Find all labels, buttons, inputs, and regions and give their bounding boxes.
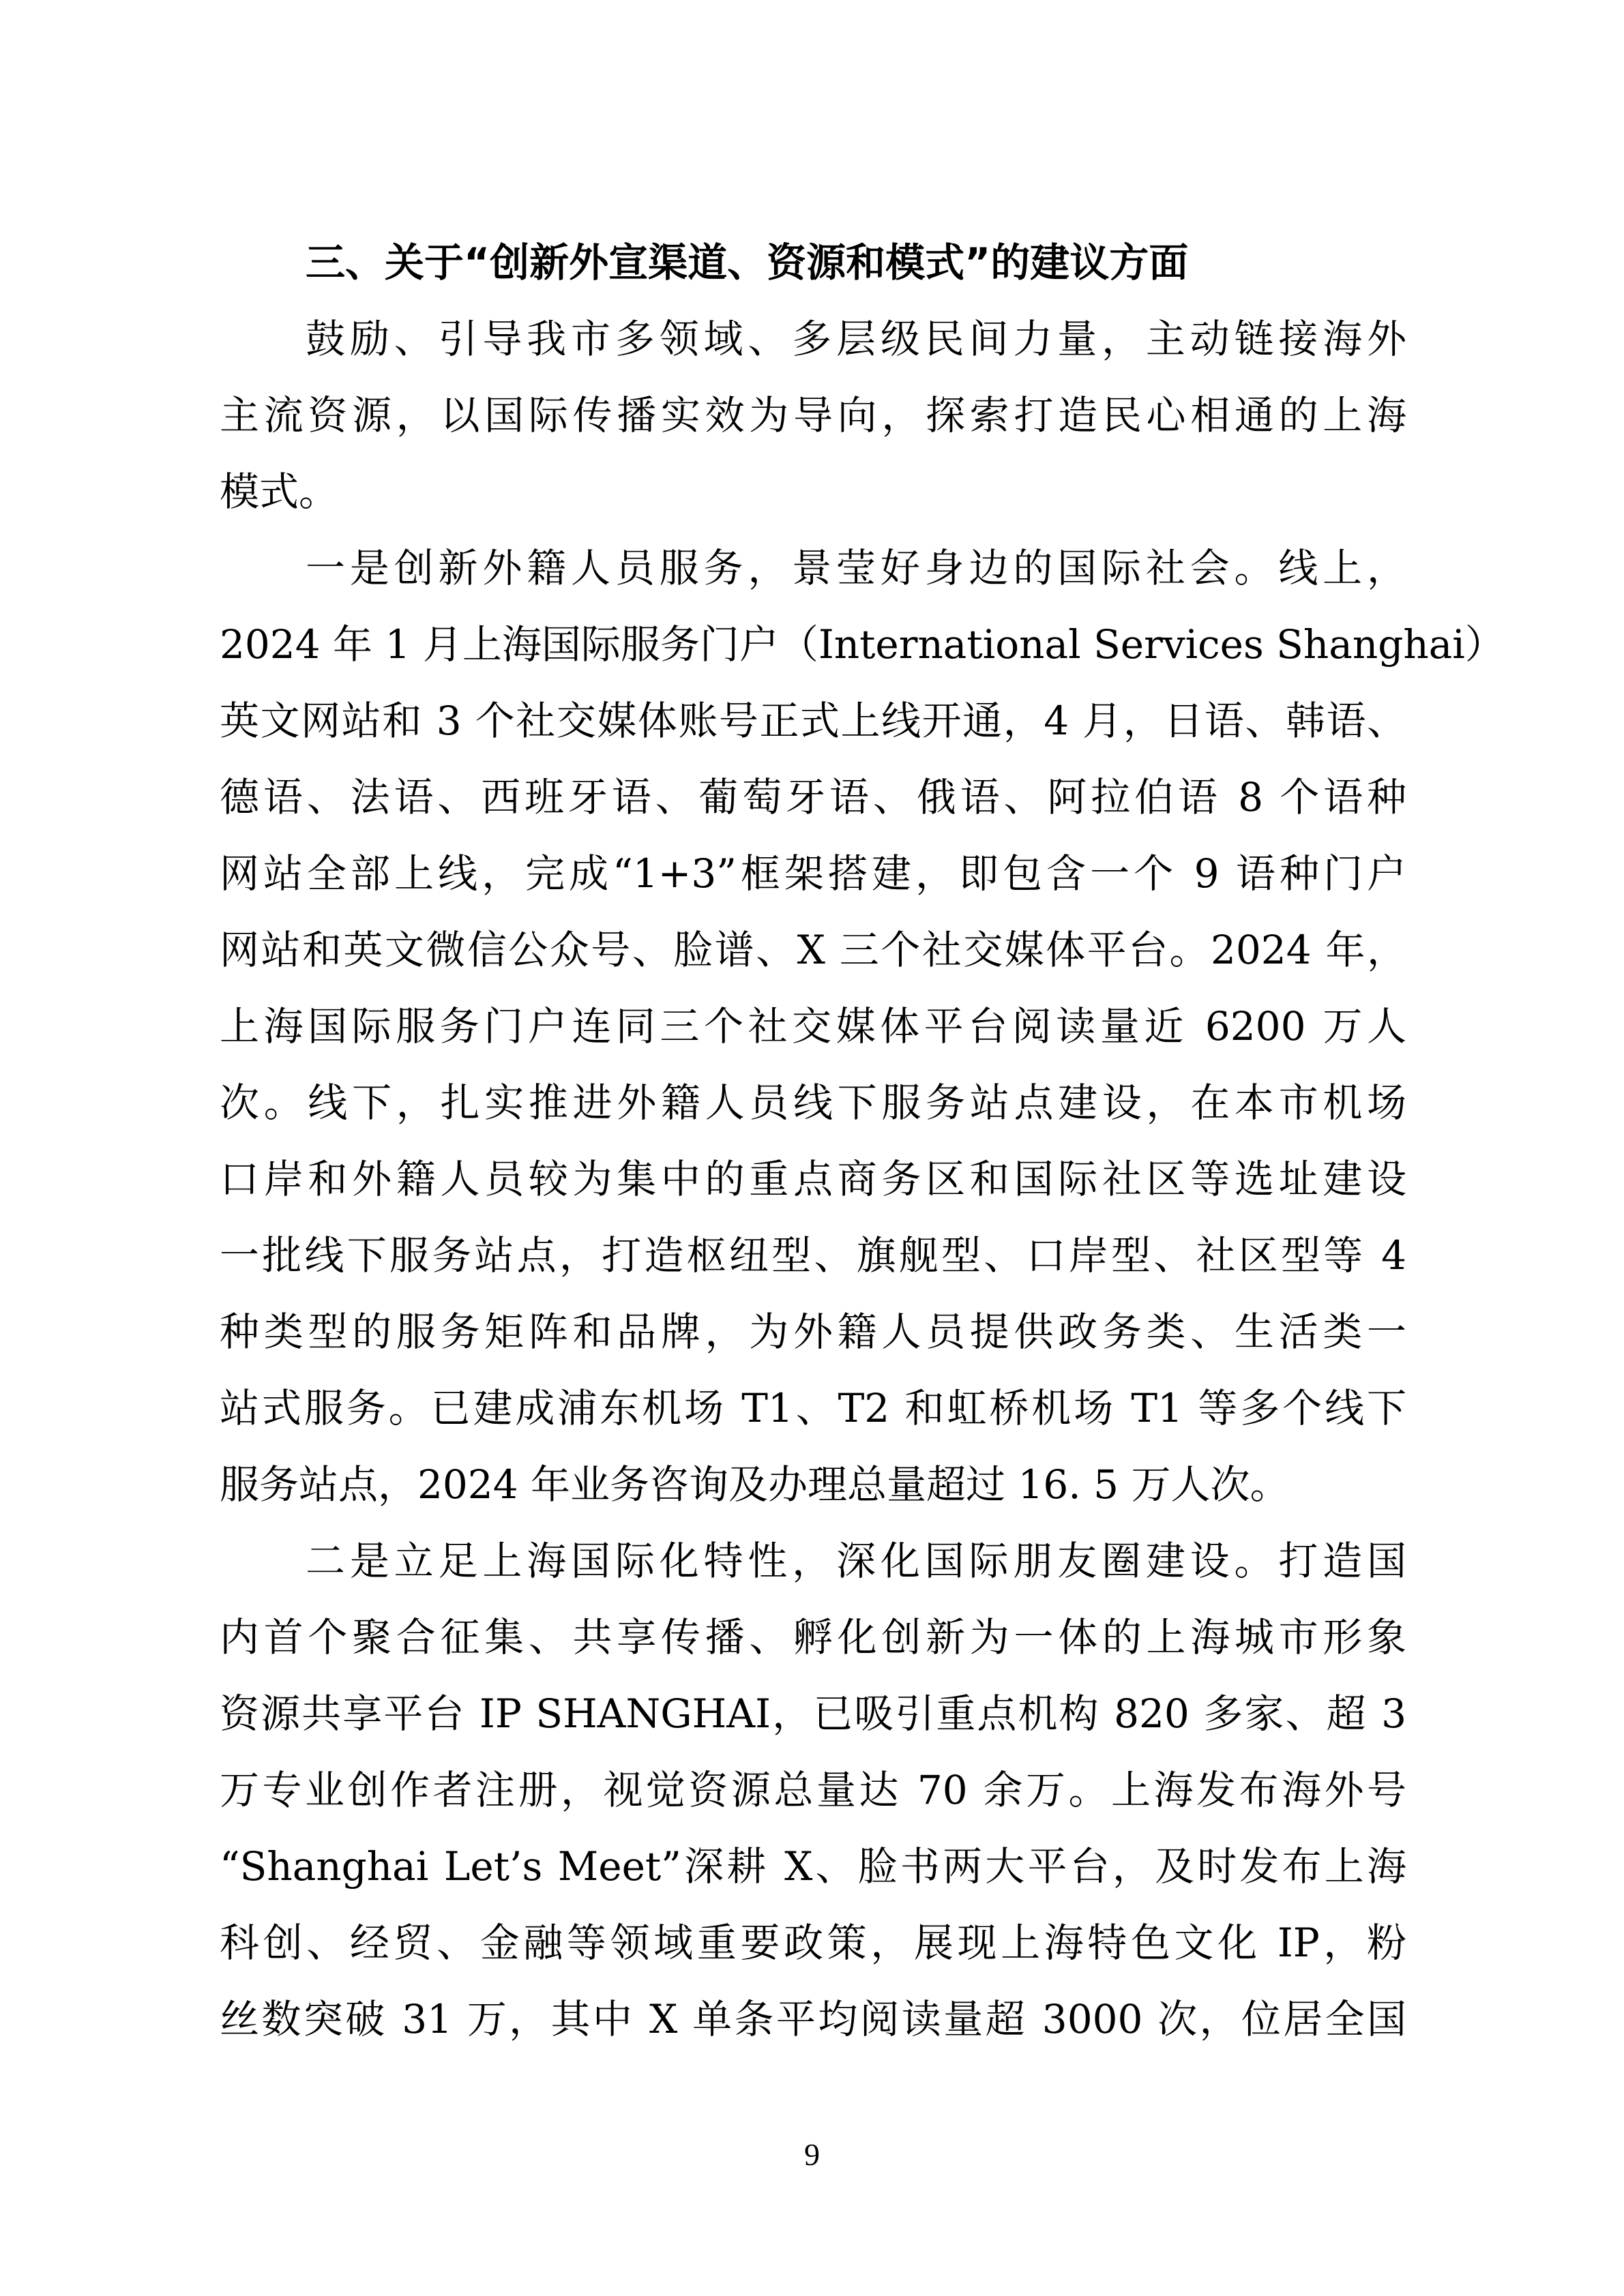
paragraph-line: 万专业创作者注册，视觉资源总量达 70 余万。上海发布海外号 — [220, 1767, 1406, 1813]
paragraph-line: 种类型的服务矩阵和品牌，为外籍人员提供政务类、生活类一 — [220, 1309, 1406, 1355]
document-body — [220, 224, 1505, 2057]
paragraph-point-one — [220, 530, 1505, 1523]
paragraph-intro — [220, 301, 1406, 530]
paragraph-line: 一是创新外籍人员服务，景莹好身边的国际社会。线上， — [306, 545, 1406, 591]
paragraph-line: 丝数突破 31 万，其中 X 单条平均阅读量超 3000 次，位居全国 — [220, 1996, 1406, 2042]
paragraph-point-two — [220, 1523, 1406, 2057]
paragraph-line: 服务站点，2024 年业务咨询及办理总量超过 16. 5 万人次。 — [220, 1461, 1290, 1508]
paragraph-line: 网站和英文微信公众号、脸谱、X 三个社交媒体平台。2024 年， — [220, 927, 1406, 973]
paragraph-line: 站式服务。已建成浦东机场 T1、T2 和虹桥机场 T1 等多个线下 — [220, 1385, 1406, 1431]
paragraph-line: 次。线下，扎实推进外籍人员线下服务站点建设，在本市机场 — [220, 1079, 1406, 1126]
paragraph-line: 科创、经贸、金融等领域重要政策，展现上海特色文化 IP，粉 — [220, 1920, 1406, 1966]
paragraph-line: 主流资源，以国际传播实效为导向，探索打造民心相通的上海 — [220, 392, 1406, 438]
paragraph-line: 资源共享平台 IP SHANGHAI，已吸引重点机构 820 多家、超 3 — [220, 1690, 1406, 1737]
paragraph-line: 二是立足上海国际化特性，深化国际朋友圈建设。打造国 — [306, 1538, 1406, 1584]
paragraph-line: 德语、法语、西班牙语、葡萄牙语、俄语、阿拉伯语 8 个语种 — [220, 774, 1406, 820]
paragraph-line: 内首个聚合征集、共享传播、孵化创新为一体的上海城市形象 — [220, 1614, 1406, 1660]
page-number: 9 — [804, 2137, 820, 2172]
paragraph-line: 鼓励、引导我市多领域、多层级民间力量，主动链接海外 — [306, 316, 1406, 362]
section-heading: 三、关于“创新外宣渠道、资源和模式”的建议方面 — [306, 239, 1189, 286]
paragraph-line: 英文网站和 3 个社交媒体账号正式上线开通，4 月，日语、韩语、 — [220, 698, 1406, 744]
paragraph-line: 口岸和外籍人员较为集中的重点商务区和国际社区等选址建设 — [220, 1156, 1406, 1202]
paragraph-line: 上海国际服务门户连同三个社交媒体平台阅读量近 6200 万人 — [220, 1003, 1406, 1049]
paragraph-line: 一批线下服务站点，打造枢纽型、旗舰型、口岸型、社区型等 4 — [220, 1232, 1406, 1279]
paragraph-line: “Shanghai Let’s Meet”深耕 X、脸书两大平台，及时发布上海 — [220, 1843, 1406, 1890]
paragraph-line: 模式。 — [220, 468, 339, 515]
paragraph-line: 网站全部上线，完成“1+3”框架搭建，即包含一个 9 语种门户 — [220, 850, 1406, 897]
paragraph-line: 2024 年 1 月上海国际服务门户（International Services Shanghai） — [220, 621, 1505, 668]
